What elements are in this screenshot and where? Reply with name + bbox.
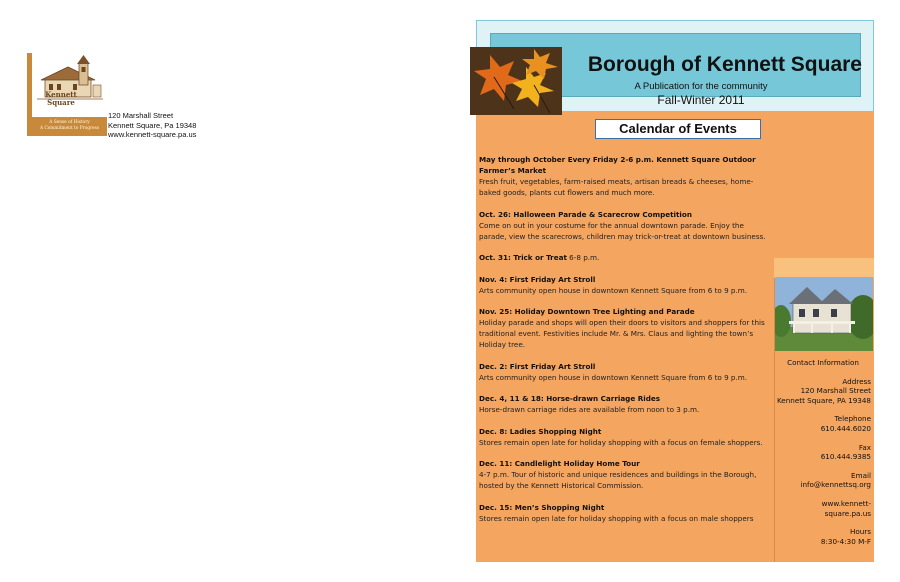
event-item	[479, 426, 769, 448]
logo-tagline-line1: A Sense of History	[49, 120, 90, 125]
return-address-website: www.kennett-square.pa.us	[108, 130, 197, 139]
event-description: Stores remain open late for holiday shopping with a focus on female shoppers.	[479, 437, 763, 447]
address-city: Kennett Square, PA 19348	[776, 395, 871, 405]
event-item	[479, 209, 769, 242]
logo-name-line2: Square	[47, 98, 75, 107]
event-time: 6-8 p.m.	[566, 253, 600, 262]
event-description: 4-7 p.m. Tour of historic and unique residences and buildings in the Borough, hosted by the Kennett Historical Commission.	[479, 470, 757, 490]
logo-name-line1: Kennett	[45, 90, 77, 99]
event-heading: Dec. 2: First Friday Art Stroll	[479, 361, 596, 371]
event-heading: Dec. 8: Ladies Shopping Night	[479, 426, 602, 436]
event-item	[479, 306, 769, 350]
logo-tagline	[32, 117, 107, 136]
address-street: 120 Marshall Street	[800, 386, 871, 396]
event-item	[479, 502, 769, 524]
email-label: Email	[851, 470, 871, 480]
logo-wordmark	[41, 91, 81, 107]
telephone-number: 610.444.6020	[820, 423, 871, 433]
contact-email	[775, 471, 871, 490]
website-line1: www.kennett-	[821, 498, 871, 508]
publication-subtitle: A Publication for the community	[634, 81, 768, 92]
event-heading: Dec. 15: Men’s Shopping Night	[479, 502, 605, 512]
event-heading: Nov. 4: First Friday Art Stroll	[479, 274, 596, 284]
borough-logo	[27, 53, 107, 136]
calendar-heading: Calendar of Events	[595, 119, 761, 139]
event-description: Stores remain open late for holiday shopping with a focus on male shoppers	[479, 513, 754, 523]
address-label: Address	[842, 376, 871, 386]
event-description: Arts community open house in downtown Kennett Square from 6 to 9 p.m.	[479, 285, 748, 295]
telephone-label: Telephone	[834, 414, 871, 424]
website-line2: square.pa.us	[824, 508, 871, 518]
contact-fax	[775, 443, 871, 462]
fax-label: Fax	[858, 442, 871, 452]
event-description: Fresh fruit, vegetables, farm-raised meats, artisan breads & cheeses, home-baked goods, plants cut flowers and much more.	[479, 177, 754, 197]
contact-hours	[775, 527, 871, 546]
email-address: info@kennettsq.org	[800, 480, 871, 490]
event-heading: Dec. 11: Candlelight Holiday Home Tour	[479, 459, 640, 468]
return-address	[108, 111, 196, 140]
contact-telephone	[775, 414, 871, 433]
contact-website	[775, 499, 871, 518]
event-list	[479, 154, 769, 534]
hours-value: 8:30-4:30 M-F	[820, 536, 871, 546]
event-description: Holiday parade and shops will open their doors to visitors and shoppers for this traditional event. Festivities include Mr. & Mrs. Claus and lighting the town’s Holiday tree.	[479, 318, 765, 349]
contact-heading: Contact Information	[787, 358, 859, 367]
event-description: Arts community open house in downtown Kennett Square from 6 to 9 p.m.	[479, 372, 748, 382]
page-title: Borough of Kennett Square	[587, 53, 862, 76]
event-item	[479, 154, 769, 198]
logo-tagline-line2: A Commitment to Progress	[39, 126, 100, 131]
event-item	[479, 361, 769, 383]
sidebar-band	[774, 258, 874, 278]
hours-label: Hours	[849, 527, 871, 537]
issue-season: Fall-Winter 2011	[657, 93, 745, 107]
event-item	[479, 393, 769, 415]
event-heading: Nov. 25: Holiday Downtown Tree Lighting and Parade	[479, 307, 695, 316]
return-address-street: 120 Marshall Street	[108, 111, 174, 120]
event-item	[479, 458, 769, 491]
event-heading: Oct. 31: Trick or Treat	[479, 253, 567, 262]
event-heading: Dec. 4, 11 & 18: Horse-drawn Carriage Rides	[479, 394, 661, 403]
contact-address	[775, 377, 871, 406]
event-description: Come on out in your costume for the annual downtown parade. Enjoy the parade, view the scarecrows, children may trick-or-treat at downtown business.	[479, 220, 766, 241]
historic-house-photo	[775, 277, 873, 351]
event-description: Horse-drawn carriage rides are available from noon to 3 p.m.	[479, 405, 700, 414]
return-address-city: Kennett Square, Pa 19348	[108, 120, 197, 130]
fax-number: 610.444.9385	[820, 452, 871, 462]
event-heading: Oct. 26: Halloween Parade & Scarecrow Competition	[479, 209, 692, 219]
event-item	[479, 274, 769, 296]
event-item	[479, 252, 769, 263]
event-heading: May through October Every Friday 2-6 p.m. Kennett Square Outdoor Farmer’s Market	[479, 155, 756, 175]
contact-info	[775, 358, 871, 555]
newsletter-panel	[476, 20, 874, 562]
